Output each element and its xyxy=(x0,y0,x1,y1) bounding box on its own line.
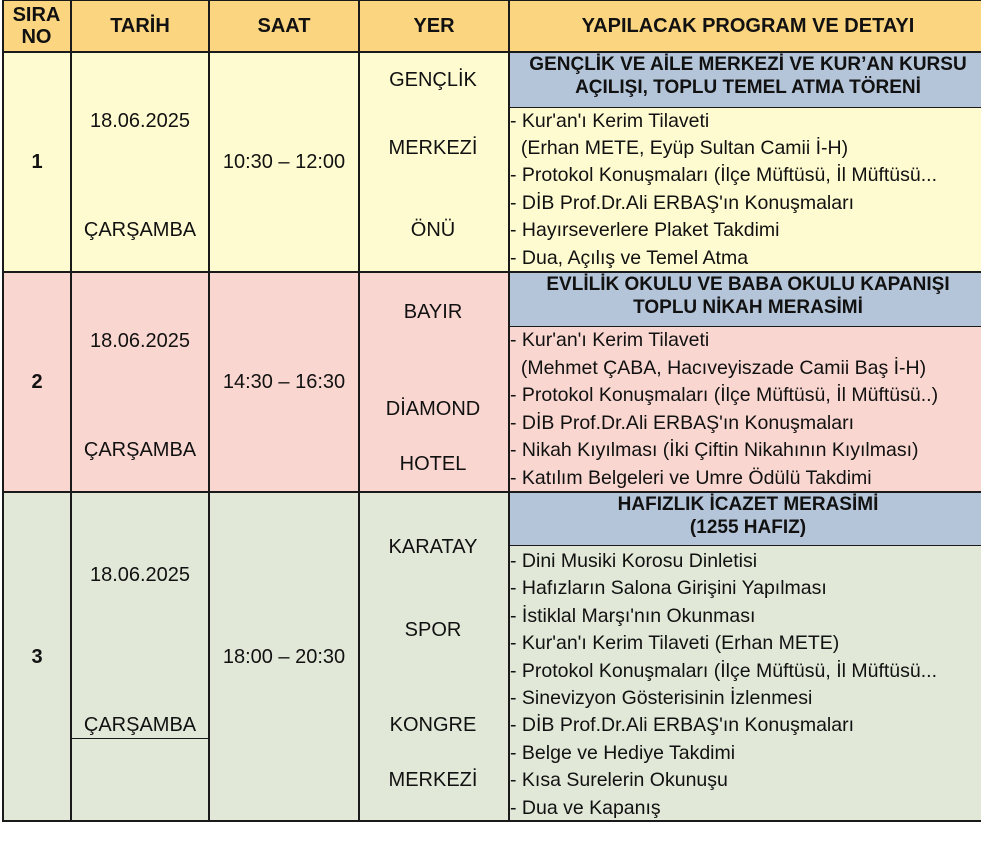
row-3-item: - İstiklal Marşı'nın Okunması xyxy=(510,605,756,627)
row-3-place-line-1: KARATAY xyxy=(388,536,478,558)
row-1-title-line-2: AÇILIŞI, TOPLU TEMEL ATMA TÖRENİ xyxy=(575,77,921,98)
row-3-title-line-2: (1255 HAFIZ) xyxy=(689,517,807,538)
row-1-place-line-3: ÖNÜ xyxy=(410,219,456,241)
row-2-no: 2 xyxy=(31,371,43,393)
row-3-place-line-4: MERKEZİ xyxy=(388,769,478,791)
row-2-item: - Protokol Konuşmaları (İlçe Müftüsü, İl Müftüsü..) xyxy=(510,384,939,406)
row-2-title-line-2: TOPLU NİKAH MERASİMİ xyxy=(633,297,863,318)
row-3-item: - Kısa Surelerin Okunuşu xyxy=(510,769,728,791)
row-3-item: - Hafızların Salona Girişini Yapılması xyxy=(510,577,827,599)
row-1-item: - Dua, Açılış ve Temel Atma xyxy=(510,247,749,269)
row-1-date: 18.06.2025 xyxy=(89,110,191,132)
row-3-item: - Belge ve Hediye Takdimi xyxy=(510,742,736,764)
row-2-date: 18.06.2025 xyxy=(89,330,191,352)
grid-line-top xyxy=(2,0,981,1)
row-3-item: - Dua ve Kapanış xyxy=(510,797,661,819)
grid-line-col-3 xyxy=(358,0,360,822)
grid-line-title-3 xyxy=(509,545,981,546)
grid-line-col-2 xyxy=(208,0,210,822)
grid-line-title-1 xyxy=(509,107,981,108)
row-2-item: - DİB Prof.Dr.Ali ERBAŞ'ın Konuşmaları xyxy=(510,412,855,434)
row-1-item: - Protokol Konuşmaları (İlçe Müftüsü, İl Müftüsü... xyxy=(510,164,937,186)
row-1-no: 1 xyxy=(31,151,43,173)
row-3-time: 18:00 – 20:30 xyxy=(222,646,346,668)
grid-line-header xyxy=(2,51,981,53)
row-3-no: 3 xyxy=(31,646,43,668)
row-3-place-line-2: SPOR xyxy=(404,619,462,641)
row-1-title-line-1: GENÇLİK VE AİLE MERKEZİ VE KUR’AN KURSU xyxy=(529,54,967,75)
row-3-item: - Sinevizyon Gösterisinin İzlenmesi xyxy=(510,687,813,709)
row-3-title-line-1: HAFIZLIK İCAZET MERASİMİ xyxy=(617,494,879,515)
row-1-item: (Erhan METE, Eyüp Sultan Camii İ-H) xyxy=(510,137,849,159)
row-2-place-line-2: DİAMOND xyxy=(385,398,481,420)
row-3-place-line-3: KONGRE xyxy=(389,714,477,736)
header-no-label: NO xyxy=(21,26,52,48)
row-2-item: - Nikah Kıyılması (İki Çiftin Nikahının Kıyılması) xyxy=(510,439,919,461)
grid-line-day-split xyxy=(71,738,209,739)
row-1-place-line-2: MERKEZİ xyxy=(388,137,478,159)
row-3-item: - Protokol Konuşmaları (İlçe Müftüsü, İl Müftüsü... xyxy=(510,660,937,682)
row-3-item: - Kur'an'ı Kerim Tilaveti (Erhan METE) xyxy=(510,632,840,654)
header-sira-no xyxy=(2,0,71,52)
grid-line-col-4 xyxy=(508,0,510,822)
row-2-item: - Kur'an'ı Kerim Tilaveti xyxy=(510,329,710,351)
row-1-day: ÇARŞAMBA xyxy=(83,219,197,241)
row-2-item: (Mehmet ÇABA, Hacıveyiszade Camii Baş İ-H) xyxy=(510,357,927,379)
row-1-program-title xyxy=(509,52,981,108)
grid-line-row-2 xyxy=(2,491,981,493)
header-saat: SAAT xyxy=(209,0,359,52)
row-3-day: ÇARŞAMBA xyxy=(83,714,197,736)
grid-line-col-1 xyxy=(70,0,72,822)
row-2-title-line-1: EVLİLİK OKULU VE BABA OKULU KAPANIŞI xyxy=(546,274,950,295)
row-2-program-title xyxy=(509,272,981,327)
grid-line-row-1 xyxy=(2,271,981,273)
row-1-place-line-1: GENÇLİK xyxy=(389,69,477,91)
grid-line-title-2 xyxy=(509,326,981,327)
row-1-item: - DİB Prof.Dr.Ali ERBAŞ'ın Konuşmaları xyxy=(510,192,855,214)
row-2-time: 14:30 – 16:30 xyxy=(222,371,346,393)
row-2-place-line-1: BAYIR xyxy=(403,301,463,323)
row-2-day: ÇARŞAMBA xyxy=(83,439,197,461)
row-1-item: - Hayırseverlere Plaket Takdimi xyxy=(510,219,780,241)
row-1-item: - Kur'an'ı Kerim Tilaveti xyxy=(510,110,710,132)
grid-line-bottom xyxy=(2,820,981,822)
grid-line-left xyxy=(2,0,4,822)
row-1-time: 10:30 – 12:00 xyxy=(222,151,346,173)
header-sira-label: SIRA xyxy=(12,4,61,26)
row-3-program-title xyxy=(509,492,981,546)
header-yer: YER xyxy=(359,0,509,52)
row-2-item: - Katılım Belgeleri ve Umre Ödülü Takdimi xyxy=(510,467,872,489)
header-tarih: TARİH xyxy=(71,0,209,52)
row-3-date: 18.06.2025 xyxy=(89,564,191,586)
row-3-item: - DİB Prof.Dr.Ali ERBAŞ'ın Konuşmaları xyxy=(510,714,855,736)
row-2-place-line-3: HOTEL xyxy=(399,453,467,475)
row-3-item: - Dini Musiki Korosu Dinletisi xyxy=(510,550,758,572)
header-program: YAPILACAK PROGRAM VE DETAYI xyxy=(509,0,981,52)
